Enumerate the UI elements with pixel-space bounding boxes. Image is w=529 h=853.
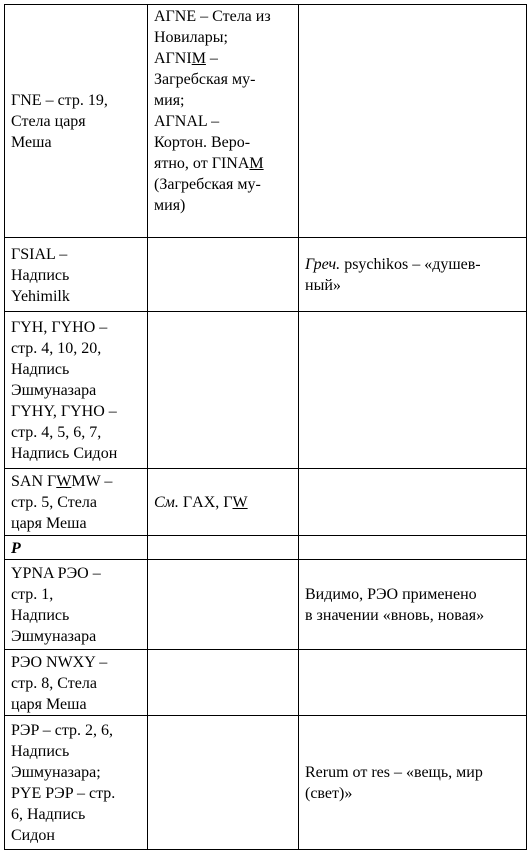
table-cell-term: SAN ΓWMW – стр. 5, Стела царя Меша [5,469,148,536]
table-cell-term: PЭO NWXY – стр. 8, Стела царя Меша [5,650,148,716]
table-row [5,716,527,850]
table-row [5,312,527,469]
table-row [5,469,527,536]
table-cell-source [148,716,299,850]
table-cell-source: См. ΓAX, ΓW [148,469,299,536]
table-cell-term: YPNA PЭO – стр. 1, Надпись Эшмуназара [5,560,148,650]
table-row [5,238,527,312]
table-cell-note [299,312,527,469]
table-cell-source [148,536,299,560]
dictionary-table [4,4,527,850]
table-cell-note: Rerum от res – «вещь, мир (свет)» [299,716,527,850]
table-cell-note [299,5,527,238]
table-row [5,536,527,560]
table-cell-note [299,469,527,536]
table-cell-note [299,650,527,716]
table-cell-source [148,650,299,716]
table-row [5,650,527,716]
table-cell-note: Греч. psychikos – «душев- ный» [299,238,527,312]
table-cell-term: ΓYH, ΓYHO – стр. 4, 10, 20, Надпись Эшмуназара ΓYHY, ΓYHO – стр. 4, 5, 6, 7, Надпись Сидон [5,312,148,469]
table-cell-source: AΓNE – Стела из Новилары; AΓNIM – Загребская му- мия; AΓNAL – Кортон. Веро- ятно, от ΓINAM (Загребская му- мия) [148,5,299,238]
table-cell-source [148,238,299,312]
table-cell-source [148,312,299,469]
table-cell-term: ΓNE – стр. 19, Стела царя Меша [5,5,148,238]
table-cell-letter-heading: P [5,536,148,560]
table-cell-term: PЭP – стр. 2, 6, Надпись Эшмуназара; PYE PЭP – стр. 6, Надпись Сидон [5,716,148,850]
table-cell-note: Видимо, PЭO применено в значении «вновь, новая» [299,560,527,650]
table-cell-source [148,560,299,650]
table-cell-term: ΓSIAL – Надпись Yehimilk [5,238,148,312]
table-cell-note [299,536,527,560]
table-row [5,5,527,238]
table-row [5,560,527,650]
